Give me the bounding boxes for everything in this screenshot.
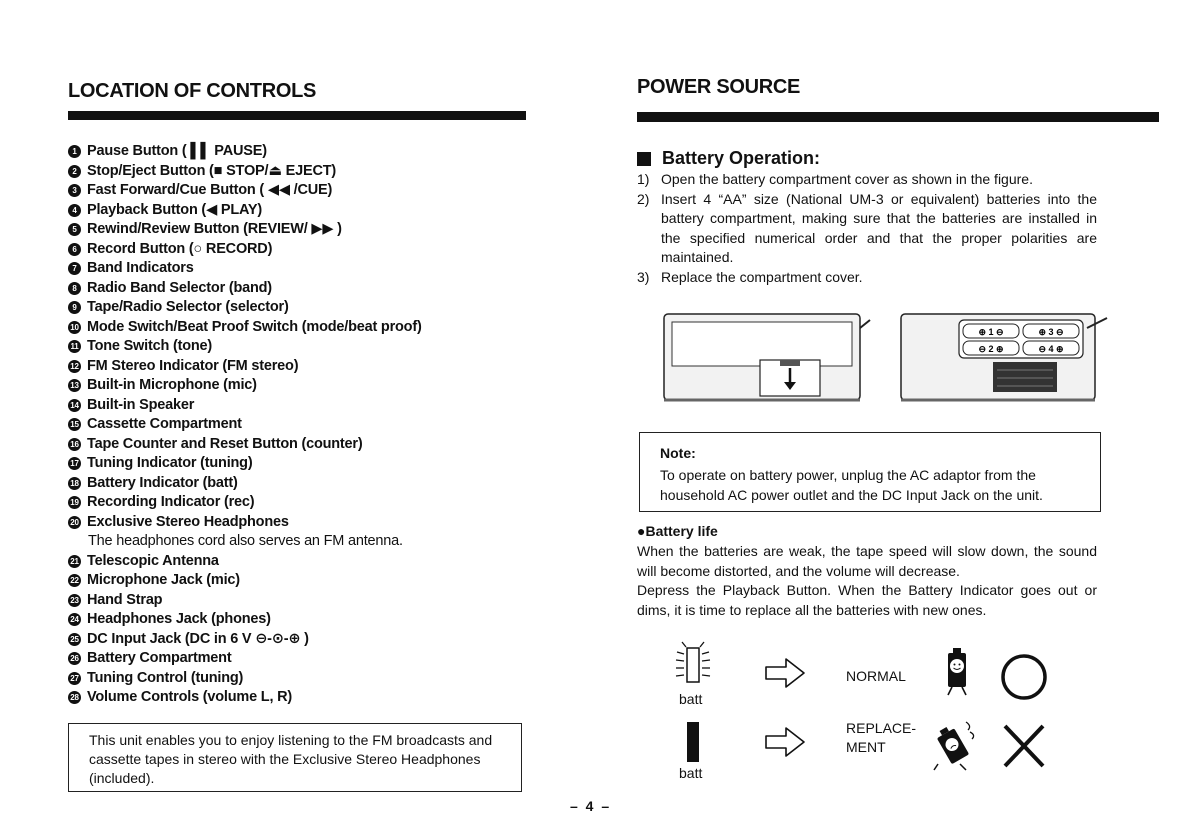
step-item: [637, 170, 1097, 190]
step-number: 3): [637, 268, 650, 285]
control-item: [68, 630, 422, 650]
control-item: [68, 142, 422, 162]
control-label: Record Button (○ RECORD): [87, 240, 273, 257]
control-item: [68, 396, 422, 416]
control-label: Tape/Radio Selector (selector): [87, 299, 289, 315]
control-item: [68, 162, 422, 182]
step-text: Replace the compartment cover.: [661, 268, 863, 285]
control-item: [68, 415, 422, 435]
control-label: Built-in Speaker: [87, 396, 195, 413]
open-cover-figure: [660, 308, 872, 408]
control-number: 25: [68, 633, 81, 646]
control-label: Battery Indicator (batt): [87, 474, 238, 491]
control-label: Tone Switch (tone): [87, 338, 213, 354]
step-number: 1): [637, 171, 650, 187]
control-label: Built-in Microphone (mic): [87, 377, 257, 393]
note-body: To operate on battery power, unplug the AC adaptor from the household AC power outlet and the DC Input Jack on the unit.: [660, 467, 1043, 503]
control-label: Battery Compartment: [87, 650, 232, 666]
control-label: Hand Strap: [87, 591, 163, 608]
control-number: 5: [68, 223, 81, 236]
battery-operation-label: Battery Operation:: [662, 148, 821, 168]
control-label: Headphones Jack (phones): [87, 611, 271, 627]
battery-life-body: [637, 542, 1097, 620]
arrow-right-icon: [764, 725, 806, 759]
circle-ok-icon: [999, 652, 1049, 702]
svg-text:⊕ 1 ⊖: ⊕ 1 ⊖: [978, 327, 1004, 337]
control-label: Telescopic Antenna: [87, 552, 219, 569]
control-number: 22: [68, 574, 81, 587]
note-box: [639, 432, 1101, 512]
battery-life-paragraph-1: When the batteries are weak, the tape speed will slow down, the sound will become distorted, and the volume will decrease.: [637, 543, 1097, 579]
control-label: Cassette Compartment: [87, 416, 242, 432]
control-label: Tuning Indicator (tuning): [87, 455, 253, 471]
control-item: [68, 220, 422, 240]
control-number: 11: [68, 340, 81, 353]
battery-operation-heading: [637, 148, 820, 169]
batt-indicator-dark-icon: [674, 720, 714, 768]
control-item: [68, 279, 422, 299]
control-item: [68, 591, 422, 611]
control-item: [68, 552, 422, 572]
step-text: Open the battery compartment cover as shown in the figure.: [661, 171, 1033, 187]
control-number: 7: [68, 262, 81, 275]
control-number: 4: [68, 204, 81, 217]
control-number: 17: [68, 457, 81, 470]
batt-indicator-lit-icon: [674, 638, 714, 694]
control-item: [68, 259, 422, 279]
replacement-label: [846, 719, 916, 757]
control-number: 16: [68, 438, 81, 451]
controls-list: [68, 142, 422, 708]
control-label: DC Input Jack (DC in 6 V ⊖-⊙-⊕ ): [87, 630, 309, 647]
control-item: [68, 240, 422, 260]
section-title-controls: LOCATION OF CONTROLS: [68, 80, 317, 102]
step-item: [637, 268, 1097, 288]
control-label: Tape Counter and Reset Button (counter): [87, 435, 363, 452]
control-item: [68, 649, 422, 669]
control-item: [68, 435, 422, 455]
control-item: [68, 610, 422, 630]
step-number: 2): [637, 190, 650, 207]
section-title-power: POWER SOURCE: [637, 76, 801, 98]
square-bullet-icon: [637, 152, 651, 166]
control-number: 10: [68, 321, 81, 334]
control-number: 12: [68, 360, 81, 373]
control-number: 8: [68, 282, 81, 295]
intro-box: [68, 723, 522, 792]
title-rule-power: [637, 112, 1159, 122]
control-label: Rewind/Review Button (REVIEW/ ▶▶ ): [87, 221, 342, 237]
arrow-right-icon: [764, 656, 806, 690]
battery-steps: [637, 170, 1097, 287]
control-label: Playback Button (◀ PLAY): [87, 201, 263, 218]
control-label: FM Stereo Indicator (FM stereo): [87, 357, 299, 374]
happy-battery-icon: [943, 646, 973, 698]
intro-text: This unit enables you to enjoy listening to the FM broadcasts and cassette tapes in stereo with the Exclusive Stereo Headphones (included).: [89, 732, 493, 786]
battery-life-paragraph-2: Depress the Playback Button. When the Battery Indicator goes out or dims, it is time to replace all the batteries with new ones.: [637, 582, 1097, 618]
control-number: 13: [68, 379, 81, 392]
title-rule: [68, 111, 526, 120]
control-item: [68, 493, 422, 513]
control-number: 20: [68, 516, 81, 529]
control-item: [68, 201, 422, 221]
control-label: Band Indicators: [87, 260, 194, 276]
batt-label-replace: batt: [679, 765, 703, 781]
control-item: [68, 513, 422, 533]
control-item: [68, 474, 422, 494]
svg-text:⊖ 4 ⊕: ⊖ 4 ⊕: [1038, 344, 1064, 354]
control-label: Stop/Eject Button (■ STOP/⏏ EJECT): [87, 162, 337, 179]
control-item: [68, 532, 422, 552]
control-number: 2: [68, 165, 81, 178]
control-number: 9: [68, 301, 81, 314]
control-number: 24: [68, 613, 81, 626]
normal-label: NORMAL: [846, 668, 906, 684]
note-title: Note:: [660, 445, 696, 461]
control-item: [68, 337, 422, 357]
control-item: [68, 688, 422, 708]
control-label: Radio Band Selector (band): [87, 279, 272, 296]
control-label: The headphones cord also serves an FM antenna.: [88, 533, 403, 549]
control-item: [68, 298, 422, 318]
control-number: 28: [68, 691, 81, 704]
step-text: Insert 4 “AA” size (National UM-3 or equivalent) batteries into the battery compartment, making sure that the batteries are installed in the specified numerical order and that the proper polarities are maintained.: [661, 190, 1097, 265]
control-number: 1: [68, 145, 81, 158]
control-label: Fast Forward/Cue Button ( ◀◀ /CUE): [87, 182, 333, 198]
control-item: [68, 181, 422, 201]
control-item: [68, 669, 422, 689]
control-number: 18: [68, 477, 81, 490]
step-item: [637, 190, 1097, 268]
control-label: Tuning Control (tuning): [87, 669, 244, 686]
control-number: 14: [68, 399, 81, 412]
svg-text:⊕ 3 ⊖: ⊕ 3 ⊖: [1038, 327, 1064, 337]
cross-replace-icon: [999, 720, 1049, 772]
control-item: [68, 571, 422, 591]
control-number: 15: [68, 418, 81, 431]
control-number: 27: [68, 672, 81, 685]
control-number: 26: [68, 652, 81, 665]
control-label: Microphone Jack (mic): [87, 572, 240, 588]
batt-label-normal: batt: [679, 691, 703, 707]
control-label: Pause Button ( ▌▌ PAUSE): [87, 143, 267, 159]
control-label: Mode Switch/Beat Proof Switch (mode/beat proof): [87, 318, 422, 335]
replacement-label-line-1: REPLACE-: [846, 720, 917, 736]
control-number: 3: [68, 184, 81, 197]
control-label: Recording Indicator (rec): [87, 494, 255, 510]
control-item: [68, 318, 422, 338]
control-number: 19: [68, 496, 81, 509]
svg-text:⊖ 2 ⊕: ⊖ 2 ⊕: [978, 344, 1004, 354]
battery-life-heading: ●Battery life: [637, 523, 718, 539]
control-number: 6: [68, 243, 81, 256]
battery-layout-figure: [899, 308, 1109, 408]
control-item: [68, 357, 422, 377]
control-item: [68, 376, 422, 396]
control-number: 21: [68, 555, 81, 568]
control-item: [68, 454, 422, 474]
control-label: Exclusive Stereo Headphones: [87, 513, 289, 530]
replacement-label-line-2: MENT: [846, 739, 886, 755]
page-number: – 4 –: [570, 798, 612, 814]
tired-battery-icon: [932, 718, 980, 772]
control-number: 23: [68, 594, 81, 607]
control-label: Volume Controls (volume L, R): [87, 689, 292, 705]
